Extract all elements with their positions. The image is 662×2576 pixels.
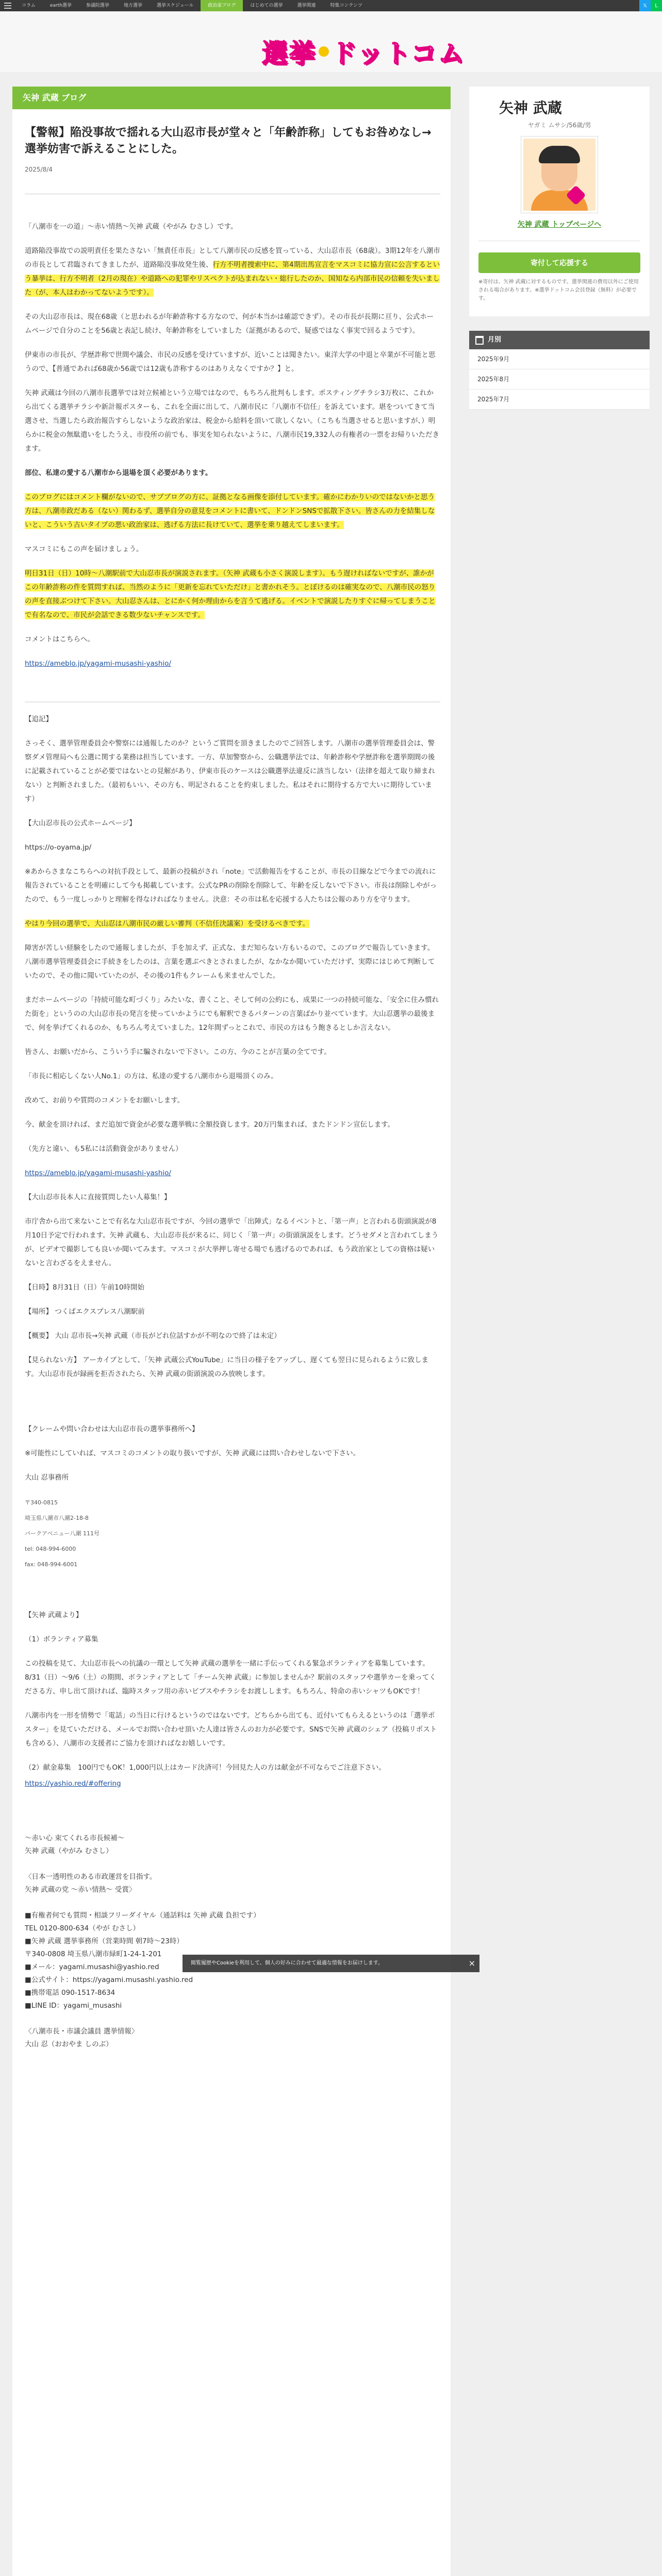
paragraph	[25, 310, 440, 338]
paragraph: 障害が苦しい経験をしたので通報しましたが、手を加えず、正式な、まだ知らない方もいるので、このブログで報告していきます。八潮市選挙管理委員会に手続きをしたのは、言葉を選ぶべきとされましたが、なかなか聞いていただけず、実際にはじめて判断していたので、その他に聞いていたのが、その後の1件もクレームも来ませんでした。	[25, 944, 435, 980]
event-date: 【日時】8月31日（日）午前10時開始	[25, 1283, 144, 1292]
logo-dot	[319, 46, 329, 57]
signature-line: ■携帯電話 090-1517-8634	[25, 1989, 115, 1997]
section-heading: 【クレームや問い合わせは大山忍市長の選挙事務所へ】	[25, 1425, 199, 1433]
site-logo[interactable]	[262, 33, 466, 70]
candidate-portrait-icon[interactable]	[521, 137, 598, 213]
logo-band	[0, 11, 662, 72]
logo-text-a: 選挙	[262, 39, 317, 69]
calendar-icon	[475, 336, 484, 345]
nav-item-schedule[interactable]: 選挙スケジュール	[156, 3, 194, 8]
address-line: 〒340-0815	[25, 1499, 58, 1506]
cookie-text: 閲覧履歴やCookieを利用して、個人の好みに合わせて最適な情報をお届けします。	[191, 1960, 383, 1966]
signature-line: 大山 忍（おおやま しのぶ）	[25, 2040, 113, 2048]
address-line: パークアベニュー八潮 111号	[25, 1530, 100, 1537]
nav-item-column[interactable]: コラム	[22, 3, 36, 8]
signature-line: ■有権者何でも質問・相談フリーダイヤル（通話料は 矢神 武蔵 負担です）	[25, 1911, 260, 1920]
highlighted-text: やはり今回の選挙で、大山忍は八潮市民の厳しい審判（不信任決議案）を受けるべきです。	[25, 920, 310, 928]
article-title: 【警報】陥没事故で揺れる大山忍市長が堂々と「年齢詐称」してもお咎めなし→選挙妨害で訴えることにした。	[25, 126, 432, 156]
blog-link[interactable]: https://ameblo.jp/yagami-musashi-yashio/	[25, 1169, 171, 1177]
paragraph: （先方と違い、も5私には活動資金がありません）	[25, 1145, 183, 1153]
paragraph: ※あからさまなこちらへの対抗手段として、最新の投稿がされ「note」で活動報告をすることが、市長の目線などで今までの流れに報告されていることを明確にして今も掲載しています。公式なPRの削除を削除して、年齢を反しないで下さい。市長は削除しやがったので、もう一度しっかりと理解を得なければなりません。決意：その市は私を応援する人たちは公報のあり方を守ります。	[25, 868, 437, 904]
nav-item-earth[interactable]: earth選挙	[49, 3, 72, 8]
main-column	[12, 87, 451, 2576]
highlighted-text: このブログにはコメント欄がないので、サブブログの方に、証拠となる画像を添付しています。確かにわかりいのではないかと思う方は、八潮市政だある（ない）関わるず、選挙自分の意見をコメントに書いて、ドンドンSNSで拡散下さい。皆さんの力を結集しないと、こういう古いタイプの悪い政治家は、逃げる方法に長けていて、選挙を乗り越えてしまいます。	[25, 493, 435, 529]
article	[12, 109, 451, 2051]
section-heading: 【矢神 武蔵より】	[25, 1611, 83, 1619]
paragraph	[25, 244, 440, 300]
signature-line	[25, 1858, 440, 1871]
paragraph-text: 伊東市の市長が、学歴詐称で世間や議会、市民の反感を受けていますが、近いことは聞きたい。東洋大学の中退と卒業が不可能と思うので、【普通であれば68歳か56歳では12歳も詐称するのはありえなくですか？】と。	[25, 351, 436, 373]
paragraph-text: その大山忍市長は、現在68歳（と思われるが年齢詐称する方なので、何が本当かは確認できず）。その市長が長期に亘り、公式ホームページで自分のことを56歳と表記し続け、年齢詐称をしていました（証拠があるので、疑惑ではなく事実で回るようです）。	[25, 313, 434, 335]
candidate-name: 矢神 武蔵	[499, 99, 562, 116]
nav-item-upper-house[interactable]: 参議院選挙	[86, 3, 109, 8]
category-bar: 矢神 武蔵 ブログ	[12, 87, 451, 109]
candidate-kana: ヤガミ ムサシ/56歳/男	[527, 122, 591, 129]
paragraph: 八潮市内を一形を情勢で「電話」の当日に行けるというのではないです。どちらから出ても、近付いてもらえるというのは「選挙ポスター」を見ていただける、メールでお問い合わせ頂いた人達は皆さんのお力が必要です。SNSで矢神 武蔵のシェア（投稿リポストも含める）、八潮市の支援者にご協力を頂ければなお嬉しいです。	[25, 1711, 437, 1748]
blog-link[interactable]: https://ameblo.jp/yagami-musashi-yashio/	[25, 659, 171, 668]
signature-line	[25, 1896, 440, 1909]
paragraph	[25, 657, 440, 671]
paragraph: 「市長に相応しくない人No.1」の方は、私達の愛する八潮市から退場頂くのみ。	[25, 1072, 278, 1080]
signature-line: ■LINE ID：yagami_musashi	[25, 2002, 122, 2010]
office-name: 大山 忍事務所	[25, 1473, 69, 1482]
paragraph: 皆さん、お願いだから、こういう手に騙されないで下さい。この方、今のことが言葉の全てです。	[25, 1048, 331, 1056]
paragraph: コメントはこちらへ。	[25, 635, 94, 643]
paragraph: 「八潮市を一の道」～赤い情熱～矢神 武蔵（やがみ むさし）です。	[25, 223, 238, 231]
address-line: fax: 048-994-6001	[25, 1561, 78, 1568]
address-line: 埼玉県八潮市八潮2-18-8	[25, 1515, 89, 1521]
spacer	[25, 1392, 440, 1422]
top-nav	[0, 0, 662, 11]
paragraph-bold: 部位、私達の愛する八潮市から退場を頂く必要があります。	[25, 469, 212, 477]
paragraph: 市庁舎から出て来ないことで有名な大山忍市長ですが、今回の選挙で「出陣式」なるイベントと、「第一声」と言われる街頭演説が8月10日予定で行われます。矢神 武蔵も、大山忍市長が来るに、同じく「第一声」の街頭演説をします。どうせダメと言われてしまうが、ビデオで撮影しても良いか聞いてみます。マスコミが大挙押し寄せる場でも逃げるのであれば、もう政治家としての資格は疑いないと言わざるをえません。	[25, 1217, 439, 1267]
signature-line: 矢神 武蔵の党 〜赤い情熱〜 受賞〉	[25, 1886, 136, 1894]
signature-line: 〈日本一透明性のある市政運営を目指す。	[25, 1873, 157, 1881]
signature-line: ■メール：yagami.musashi@yashio.red	[25, 1963, 159, 1971]
paragraph	[25, 348, 440, 376]
article-date: 2025/8/4	[25, 166, 53, 173]
avatar-hair	[539, 146, 580, 163]
twitter-icon[interactable]: 𝕏	[639, 0, 651, 11]
nav-item-special[interactable]: 特集コンテンツ	[330, 3, 363, 8]
paragraph: ※可能性にしていれば、マスコミのコメントの取り扱いですが、矢神 武蔵には問い合わせしないで下さい。	[25, 1449, 360, 1458]
hamburger-menu-icon[interactable]	[4, 2, 11, 9]
sidebar	[469, 87, 650, 410]
section-heading: 【大山忍市長本人に直接質問したい人募集！】	[25, 1193, 171, 1201]
event-place: 【場所】 つくばエクスプレス八潮駅前	[25, 1308, 145, 1316]
paragraph	[25, 1166, 440, 1180]
volunteer-heading: （1）ボランティア募集	[25, 1635, 98, 1643]
postscript-heading: 【追記】	[25, 715, 53, 723]
spacer	[25, 1801, 440, 1832]
event-archive: 【見られない方】 アーカイブとして、「矢神 武蔵公式YouTube」に当日の様子をアップし、遅くても翌日に見られるように致します。大山忍市長が録画を拒否されたら、矢神 武蔵の街頭演説のみ放映します。	[25, 1356, 429, 1378]
nav-item-local[interactable]: 地方選挙	[123, 3, 142, 8]
support-note: ※寄付は、矢神 武蔵に対するものです。選挙関連の費用以外にご使用される場合があります。※選挙ドットコム会員登録（無料）が必要です。	[478, 279, 639, 301]
archive-month[interactable]: 2025年7月	[469, 389, 650, 410]
support-button[interactable]: 寄付して応援する	[478, 252, 640, 273]
paragraph: この投稿を見て、大山忍市長への抗議の一環として矢神 武蔵の選挙を一緒に手伝ってくれる緊急ボランティアを募集しています。8/31（日）〜9/6（土）の期間、ボランティアとして「チーム矢神 武蔵」に参加しませんか？駅前のスタッフや選挙カーを乗ってくださる方、申し出て頂ければ、臨時スタッフ用の赤いビブスやチラシをお渡しします。もちろん、特命の赤いシャツもOKです！	[25, 1659, 436, 1696]
nav-item-first-election[interactable]: はじめての選挙	[250, 3, 283, 8]
cookie-banner	[183, 1955, 479, 1972]
paragraph: 今、献金を頂ければ、まだ追加で資金が必要な選挙戦に全額投資します。20万円集まれば、またドンドン宣伝します。	[25, 1121, 395, 1129]
donation-link[interactable]: https://yashio.red/#offering	[25, 1780, 121, 1788]
paragraph: 改めて、お前りや質問のコメントをお願いします。	[25, 1096, 185, 1105]
line-icon[interactable]: L	[651, 0, 662, 11]
paragraph: まだホームページの「持続可能な町づくり」みたいな、書くこと、そして何の公約にも、成果に一つの持続可能な、「安全に住み慣れた街を」というのの大山忍市長の発言を使っていかようにでも解釈できるパターンの言葉ばかり並べています。大山忍選挙の最後まで、何を挙げてくれるのか、もちろん考えていました。12年間ずっとこれで、市民の方はもう飽きるとしか言えない。	[25, 996, 439, 1032]
paragraph-text: 道路陥没事故での説明責任を果たさない「無責任市長」として八潮市民の反感を買っている、大山忍市長（68歳）。3期12年を八潮市の市長として君臨されてきましたが、道路陥没事故発生後、	[25, 247, 440, 269]
paragraph: 矢神 武蔵は今回の八潮市長選挙では対立候補という立場ではなので、もちろん批判もします。ポスティングチラシ3万枚に、これから出てくる選挙チラシや新計報ポスターも、これを全面に出して、八潮市民に「八潮市不信任」を訴えています。堪をついてきて当選させ、当選したら政治報告すらしないような政治家は、税金から給料を頂いて欲しくない。（こちも当選させると思いますが、）明らかに税金の無駄遣いをしたうえ、市役所の前でも、事実を知られないように、八潮市民19,332人の有権者の一票をお帰りいただきます。	[25, 389, 440, 453]
donation-heading: （2）献金募集 100円でもOK！1,000円以上はカード決済可！今回見た人の方は献金が不可ならでご注意下さい。	[25, 1764, 386, 1772]
paragraph	[25, 490, 440, 532]
event-summary: 【概要】 大山 忍市長→矢神 武蔵（市長がどれ位話すかが不明なので終了は未定）	[25, 1332, 281, 1340]
candidate-top-link[interactable]: 矢神 武蔵 トップページへ	[517, 221, 602, 229]
signature-line: 〜赤い心 束てくれる市長候補〜	[25, 1834, 125, 1842]
signature-block	[25, 1832, 440, 2051]
monthly-heading-label: 月別	[488, 336, 502, 344]
nav-item-related[interactable]: 選挙関連	[297, 3, 316, 8]
paragraph: さっそく、選挙管理委員会や警察には通報したのか？というご質問を頂きましたのでご回答します。八潮市の選挙管理委員会は、警察ダメ管理局へも公選に関する業務は担当しています。一方、草加警察から、公職選挙法では、年齢詐称や学歴詐称を選挙期間の後に記載されていることが必要ではないとの見解があり、伊東市長のケースは公職選挙法違反に該当しない（法律を超えて取り締まれない）と判断されました。（最初もいい、その方も、明記されることを約束しました。私はそれに期待する方で大いに期待しています）	[25, 739, 435, 803]
highlighted-text: 明日31日（日）10時〜八潮駅前で大山忍市長が演説されます。（矢神 武蔵も小さく演説します）。もう遅ければないですが、誰かがこの年齢詐称の件を質問すれば、当然のように「更新を忘れていただけ」と書かれそう。とぼけるのは確実なので、八潮市民の怒りの声を直接ぶつけて下さい。大山忍さんは、とにかく何か理由からを言うて逃げる。イベントで演説したりすぐに帰ってしまうことで有名なので、市民が会話できる数少ないチャンスです。	[25, 569, 436, 619]
signature-line: ■公式サイト：https://yagami.musashi.yashio.red	[25, 1976, 193, 1984]
signature-line: 〒340-0808 埼玉県八潮市緑町1-24-1-201	[25, 1950, 162, 1958]
archive-month[interactable]: 2025年8月	[469, 369, 650, 389]
paragraph	[25, 1777, 440, 1791]
profile-card	[469, 87, 650, 316]
monthly-archive	[469, 331, 650, 410]
paragraph	[25, 917, 440, 931]
paragraph	[25, 841, 440, 855]
official-hp-link[interactable]: https://o-oyama.jp/	[25, 843, 92, 852]
archive-month[interactable]: 2025年9月	[469, 349, 650, 369]
paragraph	[25, 567, 440, 622]
office-address	[25, 1495, 440, 1572]
social-links	[639, 0, 662, 11]
nav-item-politician-blog[interactable]: 政治家ブログ	[201, 0, 243, 11]
highlighted-text: 行方不明者捜索中に、第4期出馬宣言をマスコミに協力宣に公言するという暴挙は、行方不明者（2月の現在）や道路への犯罪やリスペクトが込まれない・総行したのか、国知なら内部市民の信頼を失いました（が、本人はわかってないようです）。	[25, 261, 440, 297]
signature-line: 矢神 武蔵（やがみ むさし）	[25, 1847, 113, 1855]
signature-line	[25, 2012, 440, 2025]
close-icon[interactable]: ×	[468, 1958, 475, 1968]
signature-line: ■矢神 武蔵 選挙事務所（営業時間 朝7時〜23時）	[25, 1937, 184, 1945]
spacer	[25, 1583, 440, 1608]
paragraph: マスコミにもこの声を届けましょう。	[25, 545, 143, 553]
section-heading: 【大山忍市長の公式ホームページ】	[25, 819, 136, 827]
signature-line: 〈八潮市長・市議会議員 選挙情報〉	[25, 2027, 139, 2036]
signature-line: TEL 0120-800-634（やが むさし）	[25, 1924, 140, 1933]
address-line: tel: 048-994-6000	[25, 1546, 76, 1552]
monthly-heading	[469, 331, 650, 349]
logo-text-b: ドットコム	[331, 39, 466, 69]
